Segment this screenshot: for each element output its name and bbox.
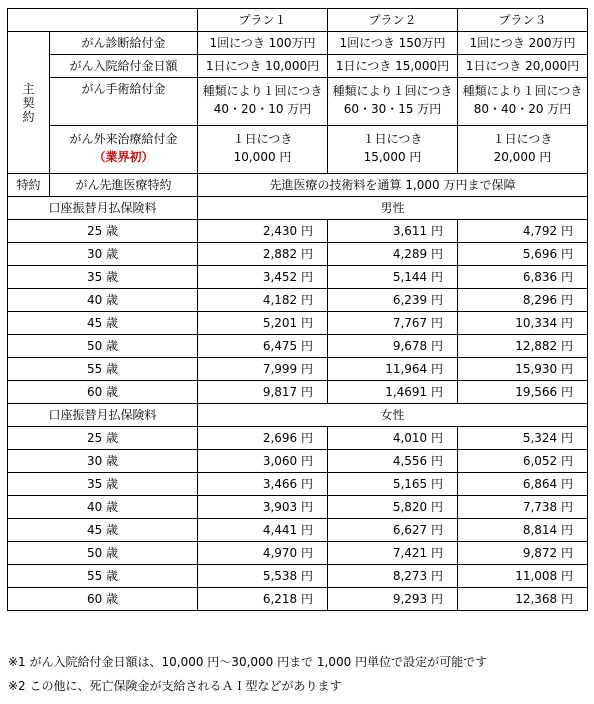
plan-1-premium: 5,201 円	[198, 312, 328, 335]
plan-3-premium: 7,738 円	[458, 496, 588, 519]
premium-row	[8, 289, 588, 312]
plan-3-premium: 5,696 円	[458, 243, 588, 266]
rider-label: 特約	[8, 174, 50, 197]
premium-row	[8, 312, 588, 335]
age-cell: 35 歳	[8, 266, 198, 289]
age-cell: 30 歳	[8, 243, 198, 266]
female-premium-header: 口座振替月払保険料	[8, 404, 198, 427]
plan-3-premium: 8,814 円	[458, 519, 588, 542]
age-cell: 25 歳	[8, 427, 198, 450]
diagnosis-benefit-name: がん診断給付金	[50, 32, 198, 55]
rider-name: がん先進医療特約	[50, 174, 198, 197]
plan-2-premium: 7,421 円	[328, 542, 458, 565]
hospitalization-benefit-row	[8, 55, 588, 78]
plan-2-premium: 5,144 円	[328, 266, 458, 289]
plan-3-header: プラン３	[458, 9, 588, 32]
surgery-plan-2-line-2: 60・30・15 万円	[343, 101, 442, 116]
plan-2-premium: 6,627 円	[328, 519, 458, 542]
outpatient-benefit-label: がん外来治療給付金	[69, 131, 178, 146]
plan-1-premium: 3,903 円	[198, 496, 328, 519]
premium-row	[8, 381, 588, 404]
outpatient-benefit-plan-2	[328, 126, 458, 174]
plan-2-header: プラン２	[328, 9, 458, 32]
header-blank-cell	[8, 9, 198, 32]
age-cell: 60 歳	[8, 588, 198, 611]
age-cell: 55 歳	[8, 358, 198, 381]
premium-row	[8, 427, 588, 450]
plan-1-premium: 3,466 円	[198, 473, 328, 496]
outpatient-plan-1-line-2: 10,000 円	[233, 149, 292, 164]
male-premium-header: 口座振替月払保険料	[8, 197, 198, 220]
age-cell: 55 歳	[8, 565, 198, 588]
plan-3-premium: 4,792 円	[458, 220, 588, 243]
plan-2-premium: 8,273 円	[328, 565, 458, 588]
age-cell: 25 歳	[8, 220, 198, 243]
age-cell: 60 歳	[8, 381, 198, 404]
surgery-plan-3-line-2: 80・40・20 万円	[473, 101, 572, 116]
main-contract-char-1: 主	[22, 81, 35, 96]
diagnosis-benefit-plan-3: 1回につき 200万円	[458, 32, 588, 55]
hospitalization-benefit-plan-3: 1日につき 20,000円	[458, 55, 588, 78]
plan-3-premium: 12,882 円	[458, 335, 588, 358]
plan-1-premium: 5,538 円	[198, 565, 328, 588]
footnote-2: ※2 この他に、死亡保険金が支給されるＡＩ型などがあります	[8, 679, 342, 693]
outpatient-plan-3-line-1: １日につき	[492, 131, 553, 146]
plan-1-premium: 7,999 円	[198, 358, 328, 381]
plan-1-premium: 3,452 円	[198, 266, 328, 289]
premium-row	[8, 358, 588, 381]
plan-3-premium: 11,008 円	[458, 565, 588, 588]
plan-2-premium: 4,556 円	[328, 450, 458, 473]
plan-2-premium: 7,767 円	[328, 312, 458, 335]
plan-1-premium: 2,882 円	[198, 243, 328, 266]
plan-1-premium: 4,441 円	[198, 519, 328, 542]
plan-2-premium: 4,010 円	[328, 427, 458, 450]
premium-row	[8, 220, 588, 243]
outpatient-plan-1-line-1: １日につき	[232, 131, 293, 146]
outpatient-benefit-plan-3	[458, 126, 588, 174]
hospitalization-benefit-name: がん入院給付金日額	[50, 55, 198, 78]
surgery-benefit-row	[8, 78, 588, 126]
surgery-plan-1-line-2: 40・20・10 万円	[213, 101, 312, 116]
surgery-benefit-name: がん手術給付金	[50, 78, 198, 126]
age-cell: 40 歳	[8, 289, 198, 312]
plan-2-premium: 5,165 円	[328, 473, 458, 496]
male-gender-label: 男性	[198, 197, 588, 220]
premium-row	[8, 243, 588, 266]
plan-3-premium: 6,052 円	[458, 450, 588, 473]
premium-row	[8, 473, 588, 496]
premium-row	[8, 565, 588, 588]
age-cell: 40 歳	[8, 496, 198, 519]
plan-3-premium: 19,566 円	[458, 381, 588, 404]
surgery-plan-1-line-1: 種類により１回につき	[202, 83, 323, 98]
insurance-plan-table	[7, 8, 588, 611]
diagnosis-benefit-row	[8, 32, 588, 55]
plan-3-premium: 8,296 円	[458, 289, 588, 312]
plan-3-premium: 6,836 円	[458, 266, 588, 289]
main-contract-label	[8, 32, 50, 174]
plan-1-premium: 3,060 円	[198, 450, 328, 473]
surgery-benefit-plan-2	[328, 78, 458, 126]
premium-row	[8, 335, 588, 358]
main-contract-char-3: 約	[22, 109, 35, 124]
plan-1-premium: 4,970 円	[198, 542, 328, 565]
age-cell: 45 歳	[8, 312, 198, 335]
plan-3-premium: 5,324 円	[458, 427, 588, 450]
main-contract-char-2: 契	[22, 95, 35, 110]
plan-2-premium: 11,964 円	[328, 358, 458, 381]
diagnosis-benefit-plan-2: 1回につき 150万円	[328, 32, 458, 55]
plan-header-row	[8, 9, 588, 32]
surgery-benefit-plan-1	[198, 78, 328, 126]
outpatient-benefit-row	[8, 126, 588, 174]
plan-1-premium: 2,696 円	[198, 427, 328, 450]
plan-1-premium: 6,475 円	[198, 335, 328, 358]
plan-3-premium: 12,368 円	[458, 588, 588, 611]
rider-row	[8, 174, 588, 197]
plan-3-premium: 10,334 円	[458, 312, 588, 335]
diagnosis-benefit-plan-1: 1回につき 100万円	[198, 32, 328, 55]
outpatient-plan-3-line-2: 20,000 円	[493, 149, 552, 164]
outpatient-plan-2-line-2: 15,000 円	[363, 149, 422, 164]
outpatient-benefit-plan-1	[198, 126, 328, 174]
plan-2-premium: 5,820 円	[328, 496, 458, 519]
hospitalization-benefit-plan-2: 1日につき 15,000円	[328, 55, 458, 78]
plan-3-premium: 6,864 円	[458, 473, 588, 496]
plan-1-premium: 2,430 円	[198, 220, 328, 243]
age-cell: 35 歳	[8, 473, 198, 496]
female-gender-label: 女性	[198, 404, 588, 427]
hospitalization-benefit-plan-1: 1日につき 10,000円	[198, 55, 328, 78]
age-cell: 50 歳	[8, 542, 198, 565]
outpatient-benefit-name	[50, 126, 198, 174]
plan-2-premium: 6,239 円	[328, 289, 458, 312]
plan-3-premium: 9,872 円	[458, 542, 588, 565]
outpatient-plan-2-line-1: １日につき	[362, 131, 423, 146]
premium-row	[8, 450, 588, 473]
rider-value: 先進医療の技術料を通算 1,000 万円まで保障	[198, 174, 588, 197]
premium-row	[8, 542, 588, 565]
surgery-benefit-plan-3	[458, 78, 588, 126]
male-premium-header-row	[8, 197, 588, 220]
age-cell: 45 歳	[8, 519, 198, 542]
industry-first-note: （業界初）	[93, 149, 154, 164]
surgery-plan-2-line-1: 種類により１回につき	[332, 83, 453, 98]
premium-row	[8, 519, 588, 542]
plan-2-premium: 9,293 円	[328, 588, 458, 611]
female-premium-header-row	[8, 404, 588, 427]
plan-2-premium: 3,611 円	[328, 220, 458, 243]
plan-2-premium: 1,4691 円	[328, 381, 458, 404]
premium-row	[8, 496, 588, 519]
plan-3-premium: 15,930 円	[458, 358, 588, 381]
plan-2-premium: 9,678 円	[328, 335, 458, 358]
premium-row	[8, 588, 588, 611]
age-cell: 50 歳	[8, 335, 198, 358]
plan-1-premium: 6,218 円	[198, 588, 328, 611]
plan-1-header: プラン１	[198, 9, 328, 32]
footnote-1: ※1 がん入院給付金日額は、10,000 円～30,000 円まで 1,000 円単位で設定が可能です	[8, 655, 488, 669]
plan-1-premium: 4,182 円	[198, 289, 328, 312]
plan-2-premium: 4,289 円	[328, 243, 458, 266]
plan-1-premium: 9,817 円	[198, 381, 328, 404]
age-cell: 30 歳	[8, 450, 198, 473]
surgery-plan-3-line-1: 種類により１回につき	[462, 83, 583, 98]
premium-row	[8, 266, 588, 289]
